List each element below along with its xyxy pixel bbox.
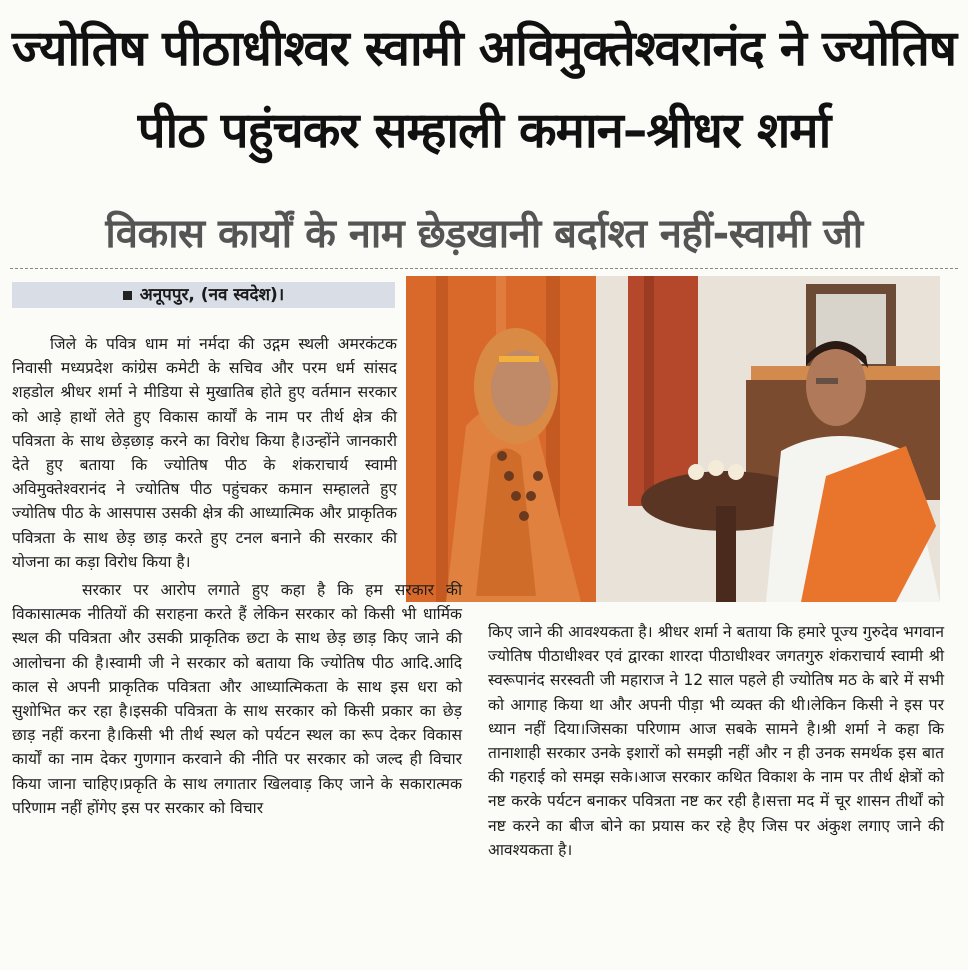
dashed-divider [10,268,958,269]
paragraph-1: जिले के पवित्र धाम मां नर्मदा की उद्गम स्थली अमरकंटक निवासी मध्यप्रदेश कांग्रेस कमेटी के सचिव और परम धर्म सांसद शहडोल श्रीधर शर्मा ने मीडिया से मुखातिब होते हुए वर्तमान सरकार को आड़े हाथों लेते हुए विकास कार्यों के नाम पर तीर्थ क्षेत्र की पवित्रता के साथ छेड़छाड़ करने का विरोध किया है।उन्होंने जानकारी देते हुए बताया कि ज्योतिष पीठ के शंकराचार्य स्वामी अविमुक्तेश्वरानंद ने ज्योतिष पीठ पहुंचकर कमान सम्हालते हुए ज्योतिष पीठ के आसपास उसकी क्षेत्र की आध्यात्मिक और प्राकृतिक पवित्रता के साथ छेड़ छाड़ करते हुए टनल बनाने की सरकार की योजना का कड़ा विरोध किया है। [12,335,397,571]
headline-line-2: पीठ पहुंचकर सम्हाली कमान–श्रीधर शर्मा [137,102,831,159]
paragraph-3: किए जाने की आवश्यकता है। श्रीधर शर्मा ने बताया कि हमारे पूज्य गुरुदेव भगवान ज्योतिष पीठाधीश्वर एवं द्वारका शारदा पीठाधीश्वर जगतगुरु शंकराचार्य स्वामी श्री स्वरूपानंद सरस्वती जी महाराज ने 12 साल पहले ही ज्योतिष मठ के बारे में सभी को आगाह किया था और अपनी पीड़ा भी व्यक्त की थी।लेकिन किसी ने इस पर ध्यान नहीं दिया।जिसका परिणाम आज सबके सामने है।श्री शर्मा ने कहा कि तानाशाही सरकार उनके इशारों को समझी नहीं और न ही उनक समर्थक इस बात की गहराई को समझ सके।आज सरकार कथित विकाश के नाम पर तीर्थ क्षेत्रों को नष्ट करके पर्यटन बनाकर पवित्रता नष्ट कर रही है।सत्ता मद में चूर शासन तीर्थों को नष्ट करने का बीज बोने का प्रयास कर रहे हैए जिस पर अंकुश लगाए जाने की आवश्यकता है। [488,623,944,859]
headline [10,8,958,172]
paragraph-2: सरकार पर आरोप लगाते हुए कहा है कि हम सरकार की विकासात्मक नीतियों की सराहना करते हैं लेकिन सरकार को किसी भी धार्मिक स्थल की पवित्रता और उसकी प्राकृतिक छटा के साथ छेड़ छाड़ किए जाने की आलोचना की है।स्वामी जी ने सरकार को बताया कि ज्योतिष पीठ आदि.आदि काल से अपनी प्राकृतिक पवित्रता और आध्यात्मिकता के साथ इस धरा को सुशोभित कर रहा है।इसकी पवित्रता के साथ सरकार को किसी प्रकार का छेड़ छाड़ नहीं करना है।किसी भी तीर्थ स्थल को पर्यटन स्थल का रूप देकर विकास कार्यों का नाम देकर गुणगान करवाने की नीति पर सरकार को जल्द ही विचार किया जाना चाहिए।प्रकृति के साथ लगातार खिलवाड़ किए जाने के सकारात्मक परिणाम नहीं होंगेए इस पर सरकार को विचार [12,581,462,817]
headline-line-1: ज्योतिष पीठाधीश्वर स्वामी अविमुक्तेश्वरानंद ने ज्योतिष [11,20,957,77]
article-column-1 [12,332,462,820]
dateline-text: अनूपपुर, (नव स्वदेश)। [139,285,285,305]
news-photo [406,276,940,602]
photo-illustration [406,276,940,602]
article-column-2 [488,620,944,862]
subheadline: विकास कार्यों के नाम छेड़खानी बर्दाश्त नहीं-स्वामी जी [105,211,863,257]
square-bullet-icon [123,291,132,300]
dateline-bar [12,282,395,308]
